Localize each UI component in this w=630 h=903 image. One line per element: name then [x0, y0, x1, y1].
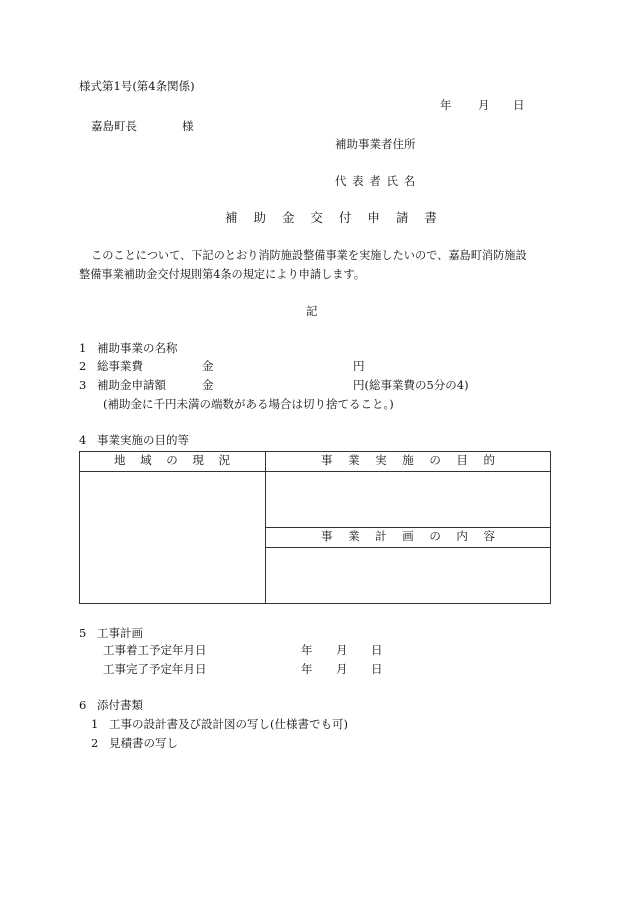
- en-label: 円: [353, 359, 365, 373]
- item-number: 3: [79, 378, 87, 392]
- addressee-honorific: 様: [182, 119, 194, 133]
- form-number: 様式第1号(第4条関係): [79, 79, 195, 93]
- item-number: 4: [79, 433, 87, 447]
- start-date-label: 工事着工予定年月日: [103, 643, 207, 657]
- item-label: 補助事業の名称: [97, 341, 178, 355]
- header-project-plan: 事 業 計 画 の 内 容: [321, 529, 495, 544]
- applicant-address-label: 補助事業者住所: [335, 137, 416, 151]
- item-label: 工事計画: [97, 626, 143, 640]
- item-label: 補助金申請額: [97, 378, 166, 392]
- year-label: 年: [440, 98, 452, 112]
- item-number: 6: [79, 698, 87, 712]
- day-label: 日: [371, 643, 383, 657]
- intro-line-2: 整備事業補助金交付規則第4条の規定により申請します。: [79, 268, 365, 281]
- month-label: 月: [336, 662, 348, 676]
- addressee-name: 嘉島町長: [91, 119, 137, 133]
- day-label: 日: [371, 662, 383, 676]
- item-label: 総事業費: [97, 359, 143, 373]
- year-label: 年: [301, 662, 313, 676]
- item-number: 1: [79, 341, 87, 355]
- rounding-note: (補助金に千円未満の端数がある場合は切り捨てること。): [103, 397, 394, 411]
- day-label: 日: [513, 98, 525, 112]
- intro-line-1: このことについて、下記のとおり消防施設整備事業を実施したいので、嘉島町消防施設: [91, 249, 527, 262]
- item-number: 5: [79, 626, 87, 640]
- year-label: 年: [301, 643, 313, 657]
- month-label: 月: [478, 98, 490, 112]
- kin-label: 金: [202, 359, 214, 373]
- attachment-text: 見積書の写し: [109, 736, 178, 750]
- en-label: 円(総事業費の5分の4): [353, 378, 469, 392]
- document-title: 補 助 金 交 付 申 請 書: [225, 210, 443, 225]
- applicant-name-label: 代 表 者 氏 名: [335, 174, 417, 188]
- month-label: 月: [336, 643, 348, 657]
- item-label: 事業実施の目的等: [97, 433, 189, 447]
- ki-heading: 記: [306, 304, 318, 318]
- end-date-label: 工事完了予定年月日: [103, 662, 207, 676]
- kin-label: 金: [202, 378, 214, 392]
- attachment-number: 1: [91, 717, 99, 731]
- header-region-status: 地 域 の 現 況: [114, 453, 230, 468]
- attachment-number: 2: [91, 736, 99, 750]
- header-project-purpose: 事 業 実 施 の 目 的: [321, 453, 495, 468]
- item-label: 添付書類: [97, 698, 143, 712]
- attachment-text: 工事の設計書及び設計図の写し(仕様書でも可): [109, 717, 348, 731]
- item-number: 2: [79, 359, 87, 373]
